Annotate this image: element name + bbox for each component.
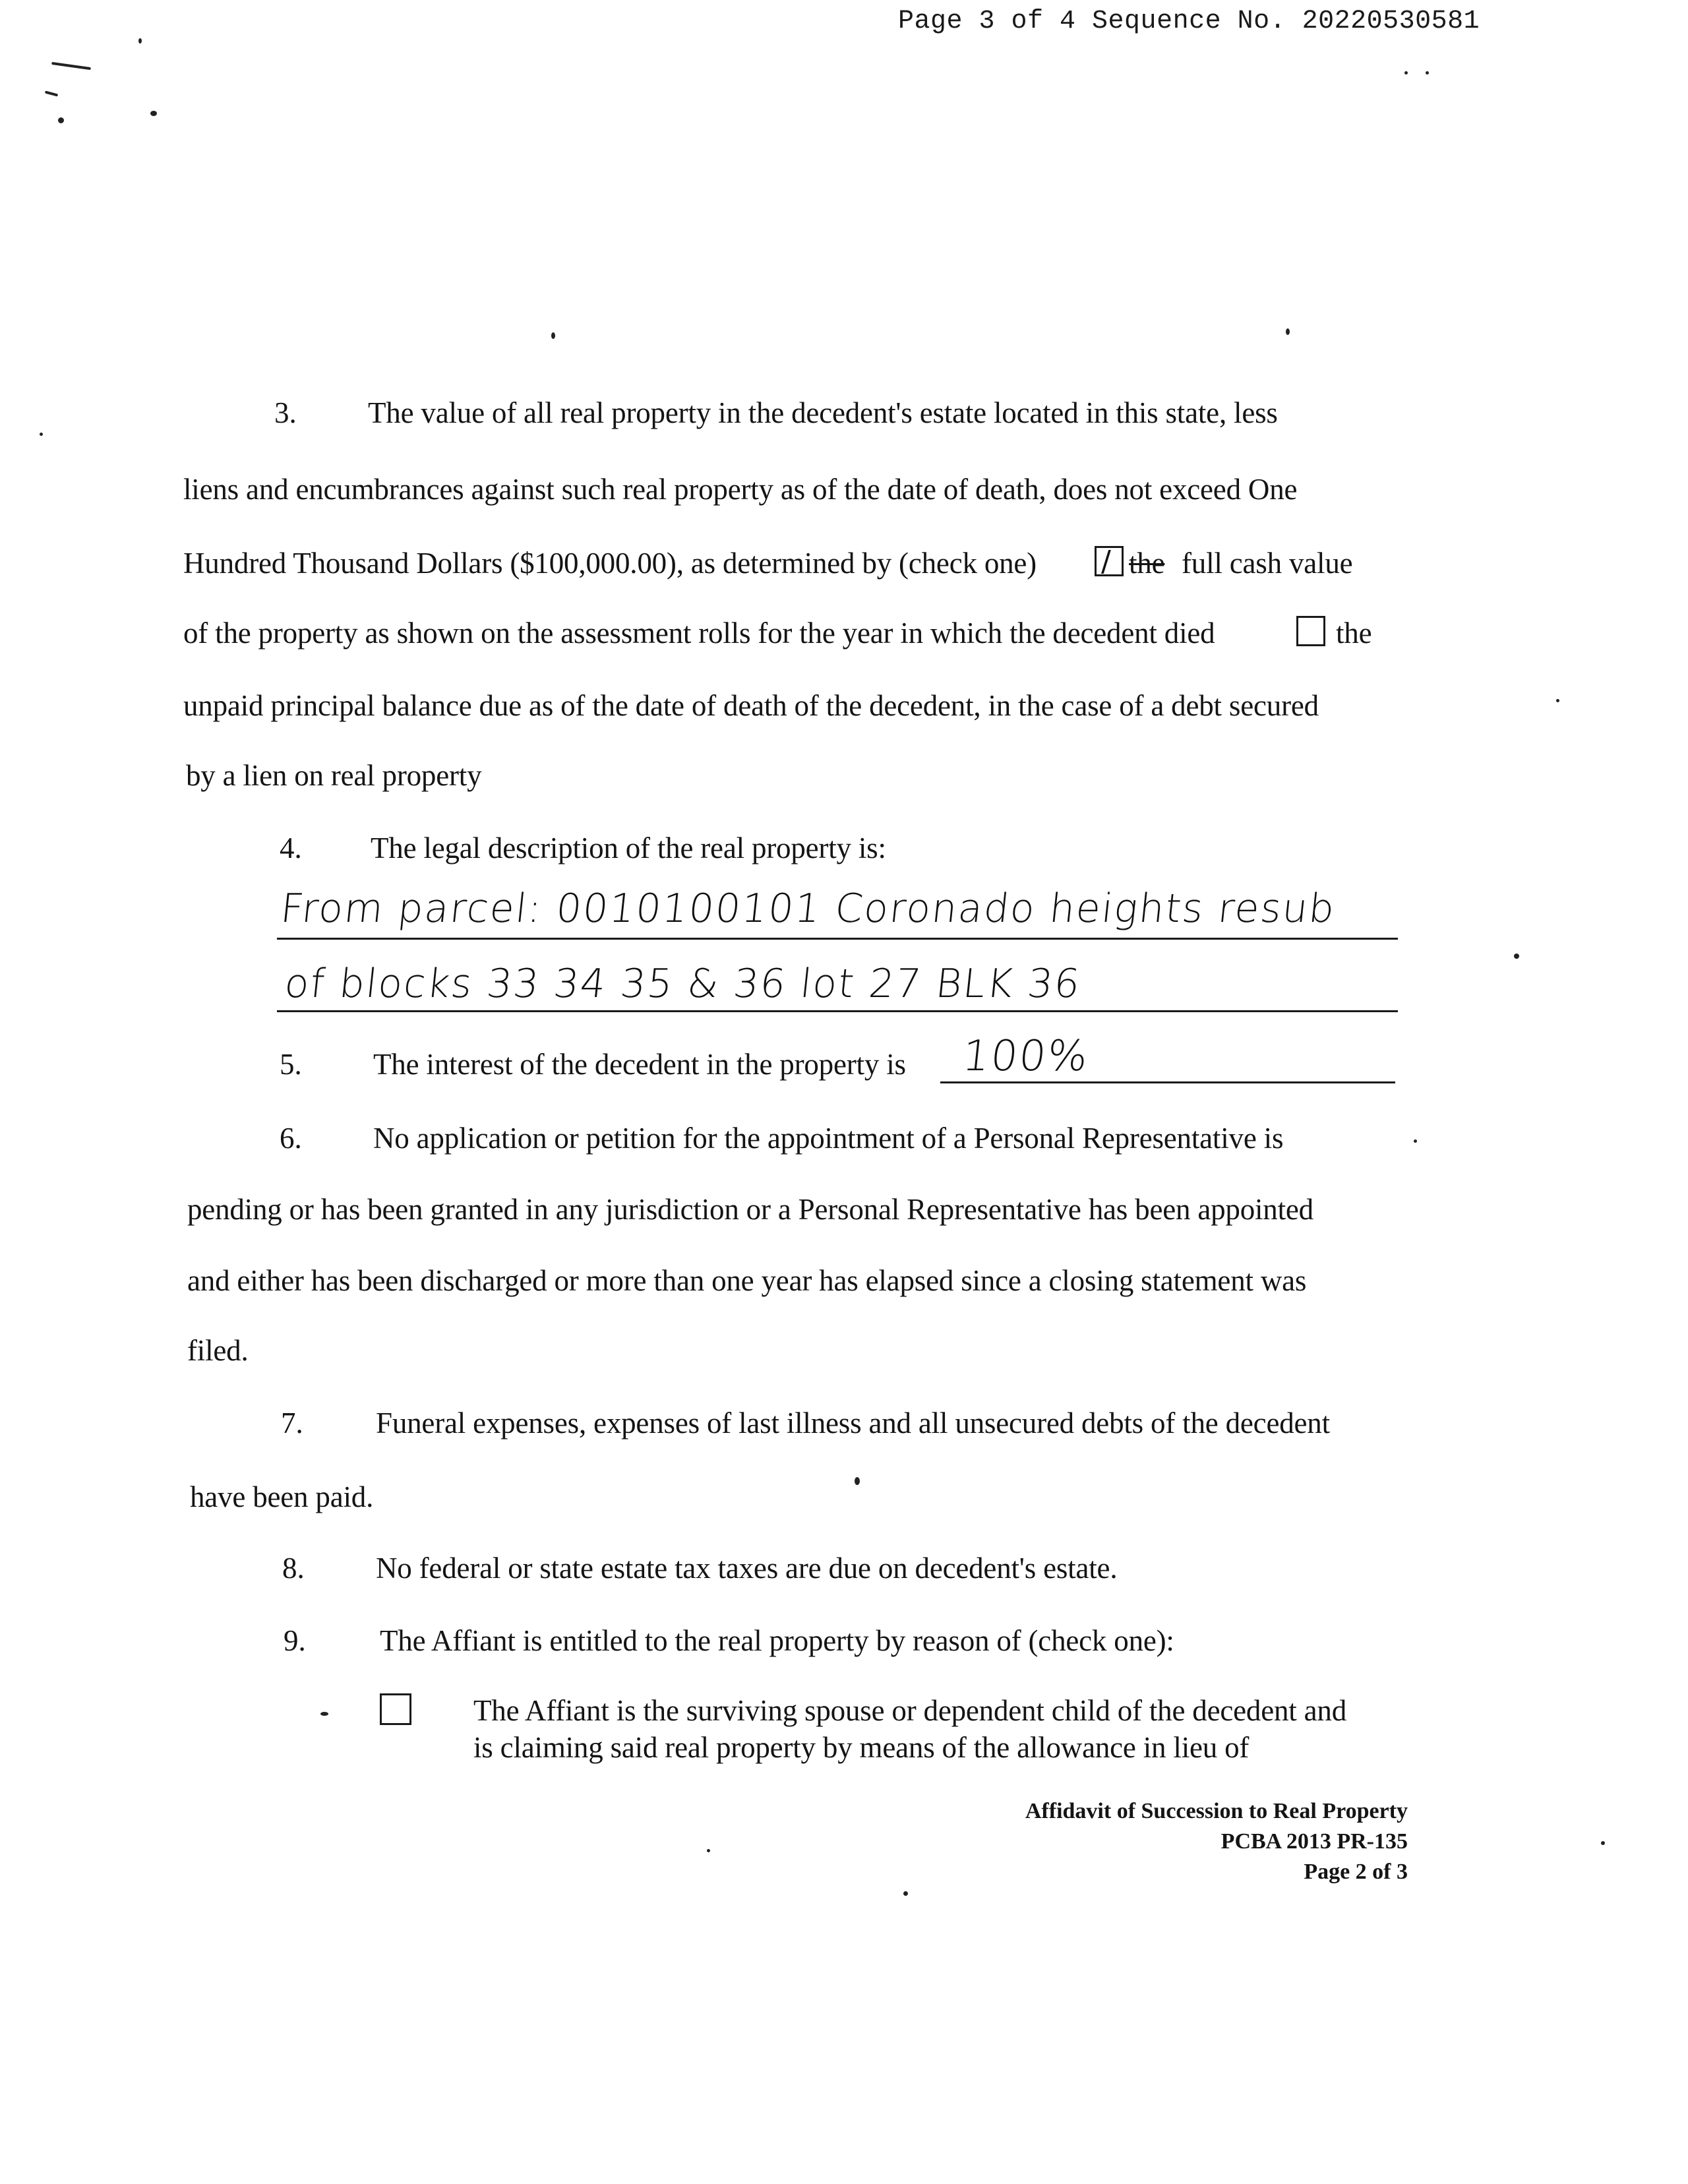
item-9-option-1-line-1: The Affiant is the surviving spouse or dependent child of the decedent and (473, 1694, 1347, 1727)
scan-speck (150, 111, 157, 116)
item-8-number: 8. (282, 1552, 305, 1585)
scan-speck (138, 38, 142, 44)
item-7-line-2: have been paid. (190, 1480, 374, 1513)
scan-speck (1514, 954, 1519, 959)
scan-speck (1286, 328, 1290, 335)
item-6-line-2: pending or has been granted in any jurisdiction or a Personal Representative has been appointed (187, 1193, 1313, 1226)
legal-description-rule-1 (277, 938, 1398, 940)
legal-description-line-2: of blocks 33 34 35 & 36 lot 27 BLK 36 (282, 961, 1083, 1007)
scan-speck (551, 332, 555, 339)
item-3-line-3-text: Hundred Thousand Dollars ($100,000.00), as determined by (check one) (183, 547, 1037, 580)
scan-speck (1404, 71, 1408, 75)
scan-speck (320, 1712, 328, 1716)
item-7-line-1: Funeral expenses, expenses of last illness and all unsecured debts of the decedent (376, 1407, 1330, 1440)
unpaid-balance-label: the (1336, 617, 1372, 650)
form-code: PCBA 2013 PR-135 (1221, 1829, 1408, 1854)
scan-speck (707, 1849, 710, 1852)
legal-description-rule-2 (277, 1010, 1398, 1012)
item-4-number: 4. (280, 832, 302, 864)
page-sequence-header: Page 3 of 4 Sequence No. 20220530581 (898, 7, 1480, 36)
item-3-line-6: by a lien on real property (186, 759, 482, 792)
item-6-line-4: filed. (187, 1334, 249, 1367)
scan-speck (45, 90, 58, 96)
scan-speck (1601, 1841, 1605, 1845)
item-5-number: 5. (280, 1048, 302, 1081)
item-3-number: 3. (274, 396, 297, 429)
scan-speck (855, 1477, 860, 1485)
full-cash-value-label: full cash value (1182, 547, 1353, 580)
item-6-number: 6. (280, 1122, 302, 1155)
scan-speck (51, 62, 91, 70)
struck-through-the: the (1129, 547, 1165, 580)
item-8-text: No federal or state estate tax taxes are due on decedent's estate. (376, 1552, 1118, 1585)
form-title: Affidavit of Succession to Real Property (1025, 1799, 1408, 1823)
item-4-text: The legal description of the real property is: (371, 832, 886, 864)
item-3-line-2: liens and encumbrances against such real property as of the date of death, does not exceed One (183, 473, 1298, 506)
scan-speck (1426, 71, 1429, 75)
check-mark-icon: / (1101, 545, 1111, 578)
decedent-interest-value: 100% (960, 1032, 1091, 1081)
item-3-line-1: The value of all real property in the decedent's estate located in this state, less (368, 396, 1278, 429)
scan-speck (58, 117, 64, 123)
item-7-number: 7. (281, 1407, 303, 1440)
scan-speck (1556, 699, 1559, 702)
scan-speck (40, 433, 43, 436)
legal-description-line-1: From parcel: 0010100101 Coronado heights resub (278, 886, 1338, 932)
item-9-number: 9. (284, 1624, 306, 1657)
item-5-text: The interest of the decedent in the property is (373, 1048, 906, 1081)
item-6-line-1: No application or petition for the appointment of a Personal Representative is (373, 1122, 1284, 1155)
item-6-line-3: and either has been discharged or more than one year has elapsed since a closing statement was (187, 1264, 1307, 1297)
item-3-line-4: of the property as shown on the assessment rolls for the year in which the decedent died (183, 617, 1215, 650)
unpaid-balance-checkbox[interactable] (1296, 616, 1325, 646)
scan-speck (903, 1891, 908, 1896)
form-page-number: Page 2 of 3 (1304, 1860, 1408, 1884)
item-3-line-5: unpaid principal balance due as of the date of death of the decedent, in the case of a debt secured (183, 689, 1319, 722)
decedent-interest-rule (940, 1081, 1395, 1083)
item-9-text: The Affiant is entitled to the real property by reason of (check one): (380, 1624, 1174, 1657)
item-9-option-1-line-2: is claiming said real property by means of the allowance in lieu of (473, 1731, 1250, 1764)
surviving-spouse-checkbox[interactable] (380, 1693, 411, 1725)
scan-speck (1414, 1139, 1417, 1143)
